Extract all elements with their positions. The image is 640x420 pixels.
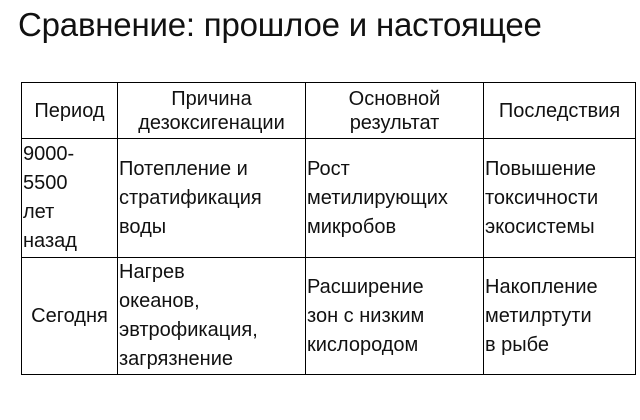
comparison-table — [21, 82, 636, 375]
header-consequence: Последствия — [484, 83, 636, 139]
cell-cause: Потепление и стратификация воды — [118, 139, 306, 258]
cell-cause: Нагрев океанов, эвтрофикация, загрязнение — [118, 258, 306, 375]
table-row — [22, 258, 636, 375]
cell-result: Рост метилирующих микробов — [306, 139, 484, 258]
table-header-row — [22, 83, 636, 139]
header-cause: Причина дезоксигенации — [118, 83, 306, 139]
page-title: Сравнение: прошлое и настоящее — [18, 6, 542, 43]
cell-result: Расширение зон с низким кислородом — [306, 258, 484, 375]
cell-period: Сегодня — [22, 258, 118, 375]
cell-period: 9000- 5500 лет назад — [22, 139, 118, 258]
header-result: Основной результат — [306, 83, 484, 139]
cell-consequence: Повышение токсичности экосистемы — [484, 139, 636, 258]
header-period: Период — [22, 83, 118, 139]
cell-consequence: Накопление метилртути в рыбе — [484, 258, 636, 375]
table-row — [22, 139, 636, 258]
